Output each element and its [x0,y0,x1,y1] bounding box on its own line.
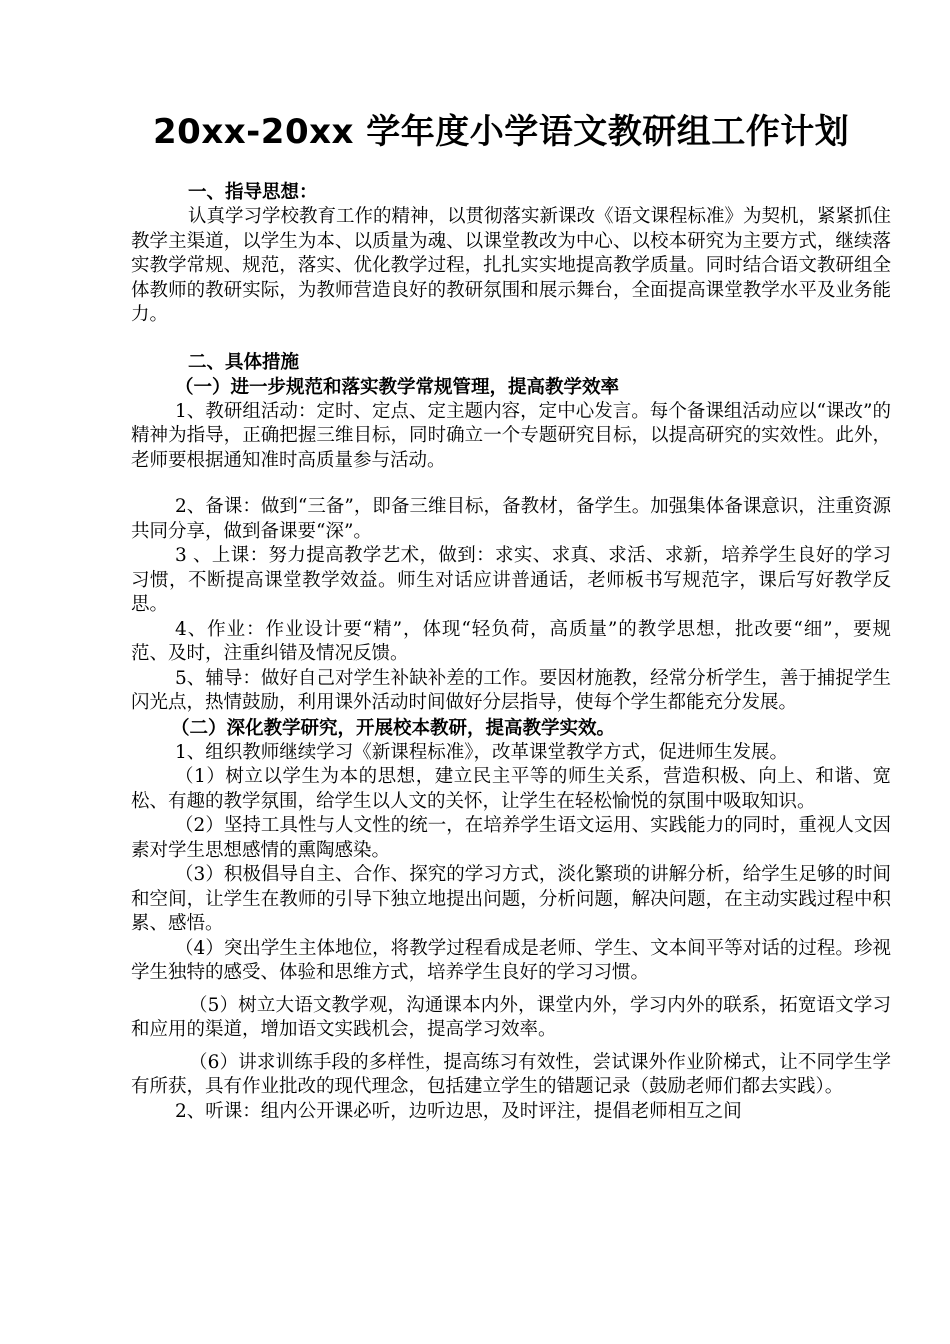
document-page [131,110,891,1124]
routine-item-4: 4、作业：作业设计要“精”，体现“轻负荷，高质量”的教学思想，批改要“细”，要规范、及时，注重纠错及情况反馈。 [131,618,891,664]
routine-item-1: 1、教研组活动：定时、定点、定主题内容，定中心发言。每个备课组活动应以“课改”的精神为指导，正确把握三维目标，同时确立一个专题研究目标，以提高研究的实效性。此外，老师要根据通知准时高质量参与活动。 [131,400,891,471]
routine-item-5: 5、辅导：做好自己对学生补缺补差的工作。要因材施教，经常分析学生，善于捕捉学生闪光点，热情鼓励，利用课外活动时间做好分层指导，使每个学生都能充分发展。 [131,667,891,713]
research-point-2: （2）坚持工具性与人文性的统一，在培养学生语文运用、实践能力的同时，重视人文因素对学生思想感情的熏陶感染。 [131,815,891,861]
subsection-heading-routine: （一）进一步规范和落实教学常规管理，提高教学效率 [175,376,620,398]
document-title: 20xx-20xx 学年度小学语文教研组工作计划 [153,112,850,152]
research-item-2: 2、听课：组内公开课必听，边听边思，及时评注，提倡老师相互之间 [175,1100,742,1122]
research-point-6: （6）讲求训练手段的多样性，提高练习有效性，尝试课外作业阶梯式，让不同学生学有所获，具有作业批改的现代理念，包括建立学生的错题记录（鼓励老师们都去实践）。 [131,1051,891,1097]
research-point-3: （3）积极倡导自主、合作、探究的学习方式，淡化繁琐的讲解分析，给学生足够的时间和空间，让学生在教师的引导下独立地提出问题，分析问题，解决问题，在主动实践过程中积累、感悟。 [131,864,891,934]
research-item-1: 1、组织教师继续学习《新课程标准》，改革课堂教学方式，促进师生发展。 [175,741,789,763]
routine-item-3: 3 、上课：努力提高教学艺术，做到：求实、求真、求活、求新，培养学生良好的学习习惯，不断提高课堂教学效益。师生对话应讲普通话，老师板书写规范字，课后写好教学反思。 [131,545,891,615]
section-heading-measures: 二、具体措施 [188,351,300,373]
subsection-heading-research: （二）深化教学研究，开展校本教研，提高教学实效。 [171,717,616,739]
section-heading-guiding-ideology: 一、指导思想： [188,182,318,203]
research-point-1: （1）树立以学生为本的思想，建立民主平等的师生关系，营造积极、向上、和谐、宽松、有趣的教学氛围，给学生以人文的关怀，让学生在轻松愉悦的氛围中吸取知识。 [131,766,891,812]
research-point-5: （5）树立大语文教学观，沟通课本内外，课堂内外，学习内外的联系，拓宽语文学习和应用的渠道，增加语文实践机会，提高学习效率。 [131,994,891,1040]
routine-item-2: 2、备课：做到“三备”，即备三维目标，备教材，备学生。加强集体备课意识，注重资源共同分享，做到备课要“深”。 [131,496,891,542]
guiding-ideology-paragraph: 认真学习学校教育工作的精神，以贯彻落实新课改《语文课程标准》为契机，紧紧抓住教学主渠道，以学生为本、以质量为魂、以课堂教改为中心、以校本研究为主要方式，继续落实教学常规、规范，落实、优化教学过程，扎扎实实地提高教学质量。同时结合语文教研组全体教师的教研实际，为教师营造良好的教研氛围和展示舞台，全面提高课堂教学水平及业务能力。 [131,206,892,325]
research-point-4: （4）突出学生主体地位，将教学过程看成是老师、学生、文本间平等对话的过程。珍视学生独特的感受、体验和思维方式，培养学生良好的学习习惯。 [131,937,891,983]
